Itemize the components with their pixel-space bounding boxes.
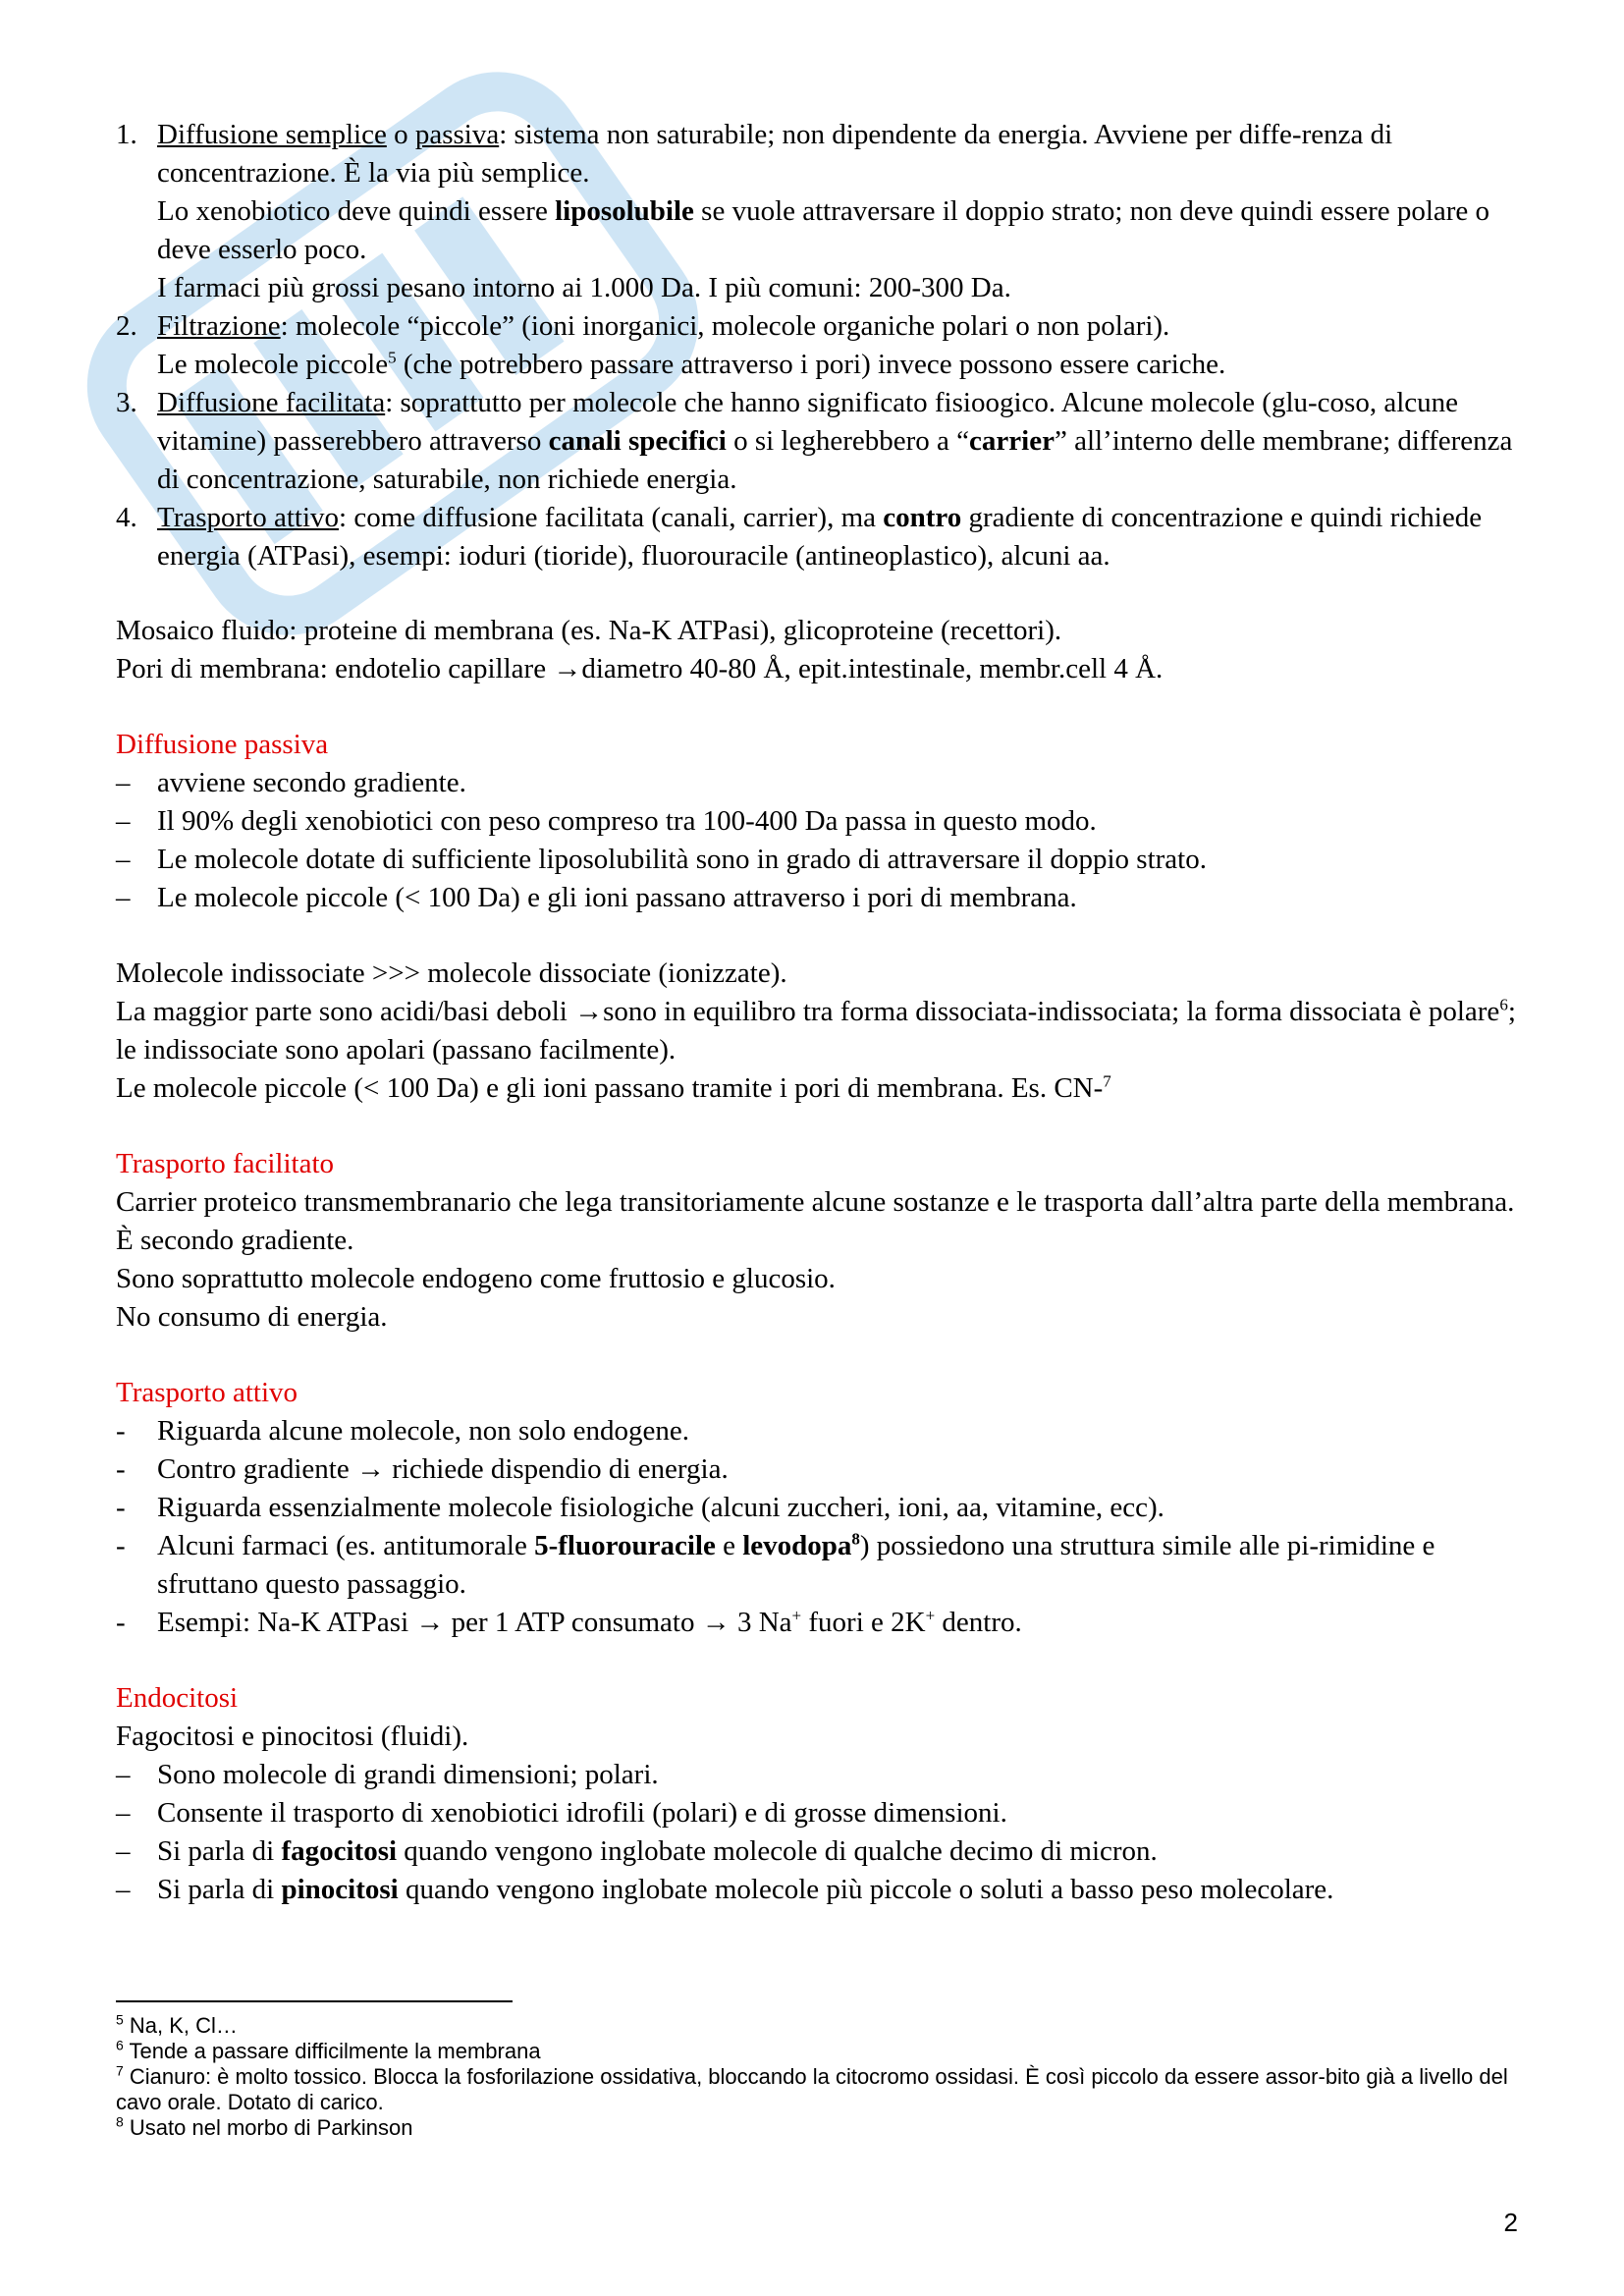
bullet-text: Le molecole dotate di sufficiente liposolubilità sono in grado di attraversare il doppio strato. xyxy=(157,844,1207,875)
bullet-text: Il 90% degli xenobiotici con peso compreso tra 100-400 Da passa in questo modo. xyxy=(157,805,1097,837)
footnote-text: Usato nel morbo di Parkinson xyxy=(123,2115,413,2140)
bullet-text: avviene secondo gradiente. xyxy=(157,767,466,798)
bold-term: contro xyxy=(883,502,962,533)
bullet-dash: – xyxy=(116,844,131,875)
bullet-text: Contro gradiente → richiede dispendio di energia. xyxy=(157,1453,729,1485)
bullet-item xyxy=(116,802,1530,841)
bullet-dash: - xyxy=(116,1492,126,1523)
footnote-ref[interactable]: 7 xyxy=(1103,1071,1111,1091)
bullet-item xyxy=(116,879,1530,917)
term: Filtrazione xyxy=(157,310,281,342)
list-item xyxy=(116,116,1530,307)
text: gradiente di concentrazione e quindi richiede energia (ATPasi), esempi: ioduri (tioride), fluorouracile (antineoplastico), alcuni aa. xyxy=(157,502,1483,572)
bullet-item xyxy=(116,1489,1530,1527)
page-number: 2 xyxy=(1503,2208,1518,2237)
footnote xyxy=(116,2013,1530,2039)
bullet-dash: - xyxy=(116,1415,126,1447)
text: Si parla di xyxy=(157,1835,282,1867)
footnote-ref[interactable]: 8 xyxy=(851,1529,860,1549)
text: Le molecole piccole (< 100 Da) e gli ioni passano tramite i pori di membrana. Es. CN- xyxy=(116,1072,1104,1104)
list-item xyxy=(116,499,1530,575)
footnote xyxy=(116,2039,1530,2064)
bullet-dash: – xyxy=(116,882,131,913)
list-number: 2. xyxy=(116,310,137,342)
bold-term: fagocitosi xyxy=(281,1835,398,1867)
paragraph: È secondo gradiente. xyxy=(116,1225,354,1256)
term: passiva xyxy=(414,119,500,150)
footnote-text: Cianuro: è molto tossico. Blocca la fosforilazione ossidativa, bloccando la citocromo ossidasi. È così piccolo da essere assor-bito già a livello del cavo orale. Dotato di carico. xyxy=(116,2064,1508,2114)
bold-term: pinocitosi xyxy=(281,1874,399,1905)
text: o xyxy=(386,119,415,150)
bullet-item xyxy=(116,1794,1530,1832)
bullet-item xyxy=(116,1756,1530,1794)
paragraph xyxy=(116,1069,1530,1108)
text: : come diffusione facilitata (canali, carrier), ma xyxy=(339,502,884,533)
footnote-ref[interactable]: 5 xyxy=(388,348,397,367)
text: quando vengono inglobate molecole di qualche decimo di micron. xyxy=(397,1835,1158,1867)
bullet-dash: - xyxy=(116,1607,126,1638)
bullet-text: Consente il trasporto di xenobiotici idrofili (polari) e di grosse dimensioni. xyxy=(157,1797,1007,1829)
paragraph: Fagocitosi e pinocitosi (fluidi). xyxy=(116,1721,469,1752)
text: La maggior parte sono acidi/basi deboli →sono in equilibro tra forma dissociata-indissociata; la forma dissociata è polare xyxy=(116,996,1500,1027)
text: e xyxy=(715,1530,743,1561)
bullet-item xyxy=(116,841,1530,879)
bullet-text: Sono molecole di grandi dimensioni; polari. xyxy=(157,1759,659,1790)
text: ) possiedono una struttura simile alle pi-rimidine e sfruttano questo passaggio. xyxy=(157,1530,1435,1600)
bullet-dash: – xyxy=(116,1835,131,1867)
text: (che potrebbero passare attraverso i pori) invece possono essere cariche. xyxy=(396,349,1226,380)
text: Le molecole piccole xyxy=(157,349,389,380)
term: Trasporto attivo xyxy=(157,502,340,533)
footnote-number: 6 xyxy=(116,2037,124,2053)
paragraph: Carrier proteico transmembranario che lega transitoriamente alcune sostanze e le trasporta dall’altra parte della membrana. xyxy=(116,1186,1515,1218)
bullet-text: Riguarda essenzialmente molecole fisiologiche (alcuni zuccheri, ioni, aa, vitamine, ecc). xyxy=(157,1492,1164,1523)
bullet-dash: – xyxy=(116,805,131,837)
section-heading: Trasporto attivo xyxy=(116,1377,298,1408)
text: se vuole attraversare il doppio strato; non deve quindi essere polare o deve esserlo poco. xyxy=(157,195,1490,265)
footnote-number: 5 xyxy=(116,2011,124,2028)
bold-term: 5-fluorouracile xyxy=(534,1530,716,1561)
superscript: + xyxy=(925,1606,936,1625)
paragraph: No consumo di energia. xyxy=(116,1301,388,1333)
paragraph xyxy=(116,993,1530,1069)
list-number: 3. xyxy=(116,387,137,418)
footnote xyxy=(116,2115,1530,2141)
footnote-number: 7 xyxy=(116,2062,124,2079)
bold-term: levodopa xyxy=(742,1530,852,1561)
bullet-dash: – xyxy=(116,767,131,798)
paragraph: Pori di membrana: endotelio capillare →diametro 40-80 Å, epit.intestinale, membr.cell 4 Å. xyxy=(116,653,1164,684)
bullet-dash: – xyxy=(116,1874,131,1905)
text: Alcuni farmaci (es. antitumorale xyxy=(157,1530,535,1561)
text: quando vengono inglobate molecole più piccole o soluti a basso peso molecolare. xyxy=(398,1874,1334,1905)
bullet-item xyxy=(116,1450,1530,1489)
bullet-item xyxy=(116,1604,1530,1642)
footnote-text: Tende a passare difficilmente la membrana xyxy=(123,2039,541,2063)
text: : sistema non saturabile; non dipendente da energia. Avviene per diffe-renza di concentrazione. È la via più semplice. xyxy=(157,119,1393,189)
section-heading: Trasporto facilitato xyxy=(116,1148,335,1179)
term: Diffusione facilitata xyxy=(157,387,386,418)
bold-term: liposolubile xyxy=(555,195,694,227)
text: : molecole “piccole” (ioni inorganici, molecole organiche polari o non polari). xyxy=(280,310,1170,342)
bullet-text: Riguarda alcune molecole, non solo endogene. xyxy=(157,1415,689,1447)
bullet-text: Le molecole piccole (< 100 Da) e gli ioni passano attraverso i pori di membrana. xyxy=(157,882,1077,913)
bullet-dash: - xyxy=(116,1530,126,1561)
text: Si parla di xyxy=(157,1874,282,1905)
bullet-item xyxy=(116,1527,1530,1604)
section-heading: Diffusione passiva xyxy=(116,729,329,760)
paragraph: Sono soprattutto molecole endogeno come fruttosio e glucosio. xyxy=(116,1263,836,1294)
footnote xyxy=(116,2064,1530,2115)
bold-term: canali specifici xyxy=(548,425,727,457)
list-item xyxy=(116,384,1530,499)
list-number: 4. xyxy=(116,502,137,533)
bullet-item xyxy=(116,1412,1530,1450)
text: ; le indissociate sono apolari (passano facilmente). xyxy=(116,996,1516,1066)
list-number: 1. xyxy=(116,119,137,150)
footnote-number: 8 xyxy=(116,2113,124,2130)
text: o si legherebbero a “ xyxy=(726,425,970,457)
superscript: + xyxy=(791,1606,802,1625)
bullet-dash: – xyxy=(116,1759,131,1790)
text: ” all’interno delle membrane; differenza di concentrazione, saturabile, non richiede energia. xyxy=(157,425,1513,495)
bullet-dash: - xyxy=(116,1453,126,1485)
list-item xyxy=(116,307,1530,384)
bullet-item xyxy=(116,1871,1530,1909)
bullet-item xyxy=(116,1832,1530,1871)
text: Esempi: Na-K ATPasi → per 1 ATP consumato → 3 Na xyxy=(157,1607,792,1638)
section-heading: Endocitosi xyxy=(116,1682,239,1714)
footnotes xyxy=(116,2013,1530,2141)
page-body xyxy=(116,116,1530,1909)
footnote-separator xyxy=(116,2000,513,2002)
paragraph: Molecole indissociate >>> molecole dissociate (ionizzate). xyxy=(116,957,787,989)
term: Diffusione semplice xyxy=(157,119,387,150)
footnote-text: Na, K, Cl… xyxy=(123,2013,238,2038)
bullet-item xyxy=(116,764,1530,802)
footnote-ref[interactable]: 6 xyxy=(1499,995,1508,1014)
text: I farmaci più grossi pesano intorno ai 1.000 Da. I più comuni: 200-300 Da. xyxy=(157,272,1011,303)
text: dentro. xyxy=(935,1607,1022,1638)
paragraph: Mosaico fluido: proteine di membrana (es. Na-K ATPasi), glicoproteine (recettori). xyxy=(116,615,1062,646)
text: Lo xenobiotico deve quindi essere xyxy=(157,195,556,227)
text: fuori e 2K xyxy=(801,1607,926,1638)
text: : soprattutto per molecole che hanno significato fisioogico. Alcune molecole (glu-coso, alcune vitamine) passerebbero attraverso xyxy=(157,387,1458,457)
bold-term: carrier xyxy=(969,425,1055,457)
bullet-dash: – xyxy=(116,1797,131,1829)
